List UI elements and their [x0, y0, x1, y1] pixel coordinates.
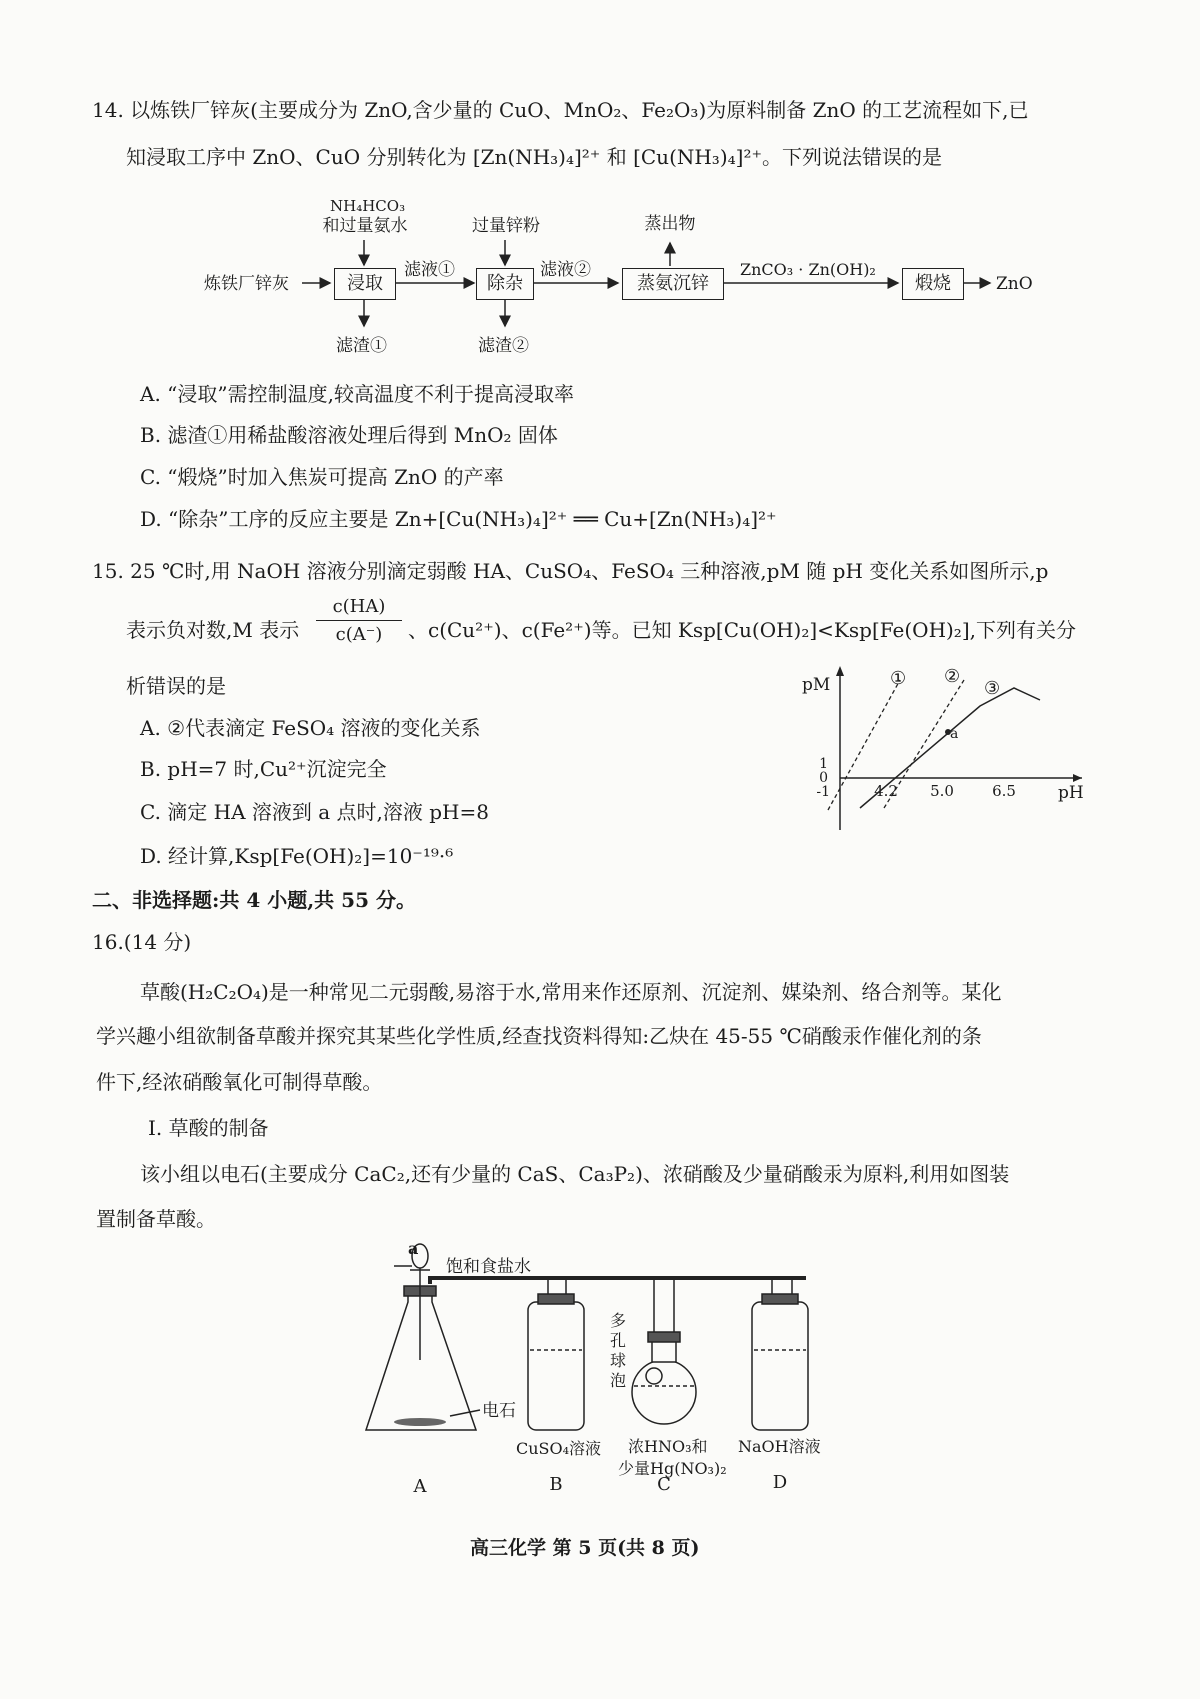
flask-a: [366, 1286, 476, 1430]
q14-option-a: A. “浸取”需控制温度,较高温度不利于提高浸取率: [140, 382, 574, 406]
valve-label: a: [408, 1240, 419, 1258]
q15-option-d: D. 经计算,Ksp[Fe(OH)₂]=10⁻¹⁹·⁶: [140, 844, 454, 868]
y-tick-1: 1: [819, 756, 828, 772]
q14-flow-arrows: [0, 0, 1200, 380]
letter-c: C: [657, 1474, 671, 1495]
flask-c-label-2: 少量Hg(NO₃)₂: [618, 1459, 727, 1478]
x-tick-6-5: 6.5: [992, 782, 1016, 800]
q15-stem-line2-pre: 表示负对数,M 表示: [126, 618, 300, 642]
y-tick-0: 0: [819, 770, 828, 786]
q14-stem-line2: 知浸取工序中 ZnO、CuO 分别转化为 [Zn(NH₃)₄]²⁺ 和 [Cu(NH₃)₄]²⁺。下列说法错误的是: [126, 145, 943, 169]
bottle-d-label: NaOH溶液: [738, 1437, 821, 1456]
letter-a: A: [413, 1476, 427, 1497]
product-label: ZnO: [996, 274, 1033, 294]
y-tick-neg1: -1: [816, 784, 830, 800]
fraction-numerator: c(HA): [316, 594, 402, 621]
leaching-box: 浸取: [334, 268, 396, 300]
reagent2-label: 过量锌粉: [472, 216, 540, 236]
reagent1-line1: NH₄HCO₃: [330, 197, 406, 215]
q14-option-d: D. “除杂”工序的反应主要是 Zn+[Cu(NH₃)₄]²⁺ ══ Cu+[Zn(NH₃)₄]²⁺: [140, 507, 777, 531]
residue1-label: 滤渣①: [336, 336, 387, 356]
q15-option-a: A. ②代表滴定 FeSO₄ 溶液的变化关系: [140, 716, 481, 740]
q14-stem-line1: 14. 以炼铁厂锌灰(主要成分为 ZnO,含少量的 CuO、MnO₂、Fe₂O₃)为原料制备 ZnO 的工艺流程如下,已: [92, 98, 1029, 122]
curve-label-2: ②: [944, 666, 961, 687]
bulb-label-4: 泡: [610, 1371, 627, 1390]
q15-pm-ph-graph: [800, 660, 1100, 840]
y-axis-label: pM: [802, 675, 831, 695]
q16-subheading: Ⅰ. 草酸的制备: [148, 1116, 269, 1140]
q15-stem-line2-post: 、c(Cu²⁺)、c(Fe²⁺)等。已知 Ksp[Cu(OH)₂]<Ksp[Fe(OH)₂],下列有关分: [408, 618, 1076, 642]
ammonia-evaporation-box: 蒸氨沉锌: [622, 268, 724, 300]
bottle-b-label: CuSO₄溶液: [516, 1439, 602, 1458]
bulb-label-1: 多: [610, 1311, 627, 1330]
bulb-label-2: 孔: [610, 1331, 627, 1350]
q15-stem-line2: [126, 594, 1126, 664]
bottle-b: [528, 1294, 584, 1430]
x-tick-4-2: 4.2: [874, 782, 898, 800]
residue2-label: 滤渣②: [478, 336, 529, 356]
reagent1-line2: 和过量氨水: [322, 216, 408, 236]
q16-para1-line2: 学兴趣小组欲制备草酸并探究其某些化学性质,经查找资料得知:乙炔在 45-55 ℃硝酸汞作催化剂的条: [96, 1024, 982, 1048]
curve-label-1: ①: [890, 668, 907, 689]
q15-fraction: [316, 594, 402, 649]
flask-c: [632, 1332, 696, 1424]
filtrate1-label: 滤液①: [404, 260, 455, 280]
q15-stem-line3: 析错误的是: [126, 674, 226, 698]
q15-option-b: B. pH=7 时,Cu²⁺沉淀完全: [140, 757, 387, 781]
page-footer: 高三化学 第 5 页(共 8 页): [470, 1537, 700, 1559]
raw-material-label: 炼铁厂锌灰: [204, 274, 289, 294]
letter-d: D: [772, 1472, 788, 1493]
x-tick-5-0: 5.0: [930, 782, 954, 800]
q15-option-c: C. 滴定 HA 溶液到 a 点时,溶液 pH=8: [140, 800, 489, 824]
filtrate2-label: 滤液②: [540, 260, 591, 280]
q16-header: 16.(14 分): [92, 930, 192, 954]
gas-pipe: [430, 1278, 806, 1284]
flask-a-label: 电石: [482, 1401, 516, 1421]
steam-out-label: 蒸出物: [644, 214, 696, 234]
q15-stem-line1: 15. 25 ℃时,用 NaOH 溶液分别滴定弱酸 HA、CuSO₄、FeSO₄ 三种溶液,pM 随 pH 变化关系如图所示,p: [92, 559, 1049, 583]
q16-para2-line1: 该小组以电石(主要成分 CaC₂,还有少量的 CaS、Ca₃P₂)、浓硝酸及少量硝酸汞为原料,利用如图装: [140, 1162, 1010, 1186]
letter-b: B: [549, 1474, 563, 1495]
flask-c-label-1: 浓HNO₃和: [628, 1437, 708, 1456]
bulb-label-3: 球: [610, 1351, 627, 1370]
intermediate-label: ZnCO₃ · Zn(OH)₂: [740, 260, 876, 279]
calcination-box: 煅烧: [902, 268, 964, 300]
curve-label-3: ③: [984, 678, 1001, 699]
point-a-label: a: [950, 726, 959, 742]
q14-option-c: C. “煅烧”时加入焦炭可提高 ZnO 的产率: [140, 465, 504, 489]
purification-box: 除杂: [476, 268, 534, 300]
bottle-d: [752, 1294, 808, 1430]
q16-para2-line2: 置制备草酸。: [96, 1207, 216, 1231]
fraction-denominator: c(A⁻): [335, 624, 383, 645]
q14-option-b: B. 滤渣①用稀盐酸溶液处理后得到 MnO₂ 固体: [140, 423, 558, 447]
q16-para1-line3: 件下,经浓硝酸氧化可制得草酸。: [96, 1070, 383, 1094]
x-axis-label: pH: [1058, 783, 1084, 803]
funnel-label: 饱和食盐水: [446, 1257, 531, 1277]
q16-apparatus-diagram: [0, 1240, 1200, 1500]
section2-heading: 二、非选择题:共 4 小题,共 55 分。: [92, 888, 416, 912]
q16-para1-line1: 草酸(H₂C₂O₄)是一种常见二元弱酸,易溶于水,常用来作还原剂、沉淀剂、媒染剂、络合剂等。某化: [140, 980, 1002, 1004]
